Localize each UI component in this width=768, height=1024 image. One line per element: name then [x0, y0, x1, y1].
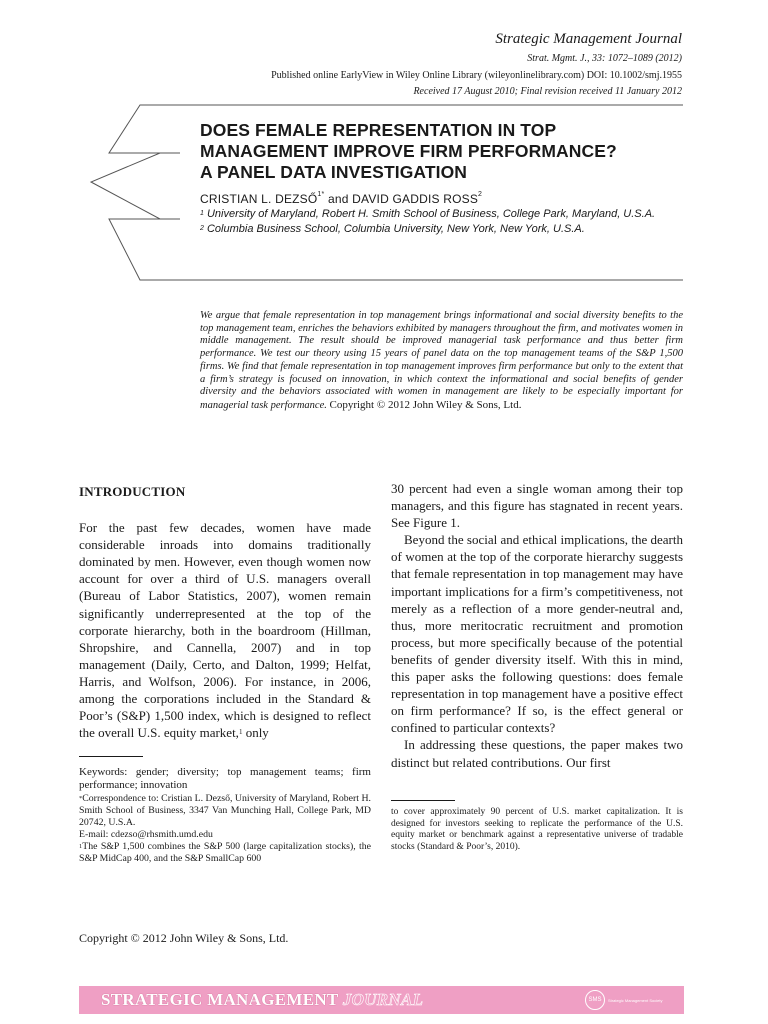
- author-list: [200, 192, 670, 206]
- correspondence: *Correspondence to: Cristian L. Dezső, University of Maryland, Robert H. Smith School of Business, 3347 Van Munching Hall, College Park, MD 20742, U.S.A.: [79, 793, 371, 828]
- body-paragraph: In addressing these questions, the paper makes two distinct but related contributions. Our first: [391, 737, 683, 770]
- right-column: [391, 480, 683, 771]
- publication-info: Published online EarlyView in Wiley Online Library (wileyonlinelibrary.com) DOI: 10.1002/smj.1955: [271, 70, 682, 81]
- body-paragraph: Beyond the social and ethical implications, the dearth of women at the top of the corporate hierarchy suggests that female representation in top management may have important implications for a firm’s competitiveness, not merely as a reflection of a more gender-neutral and, thus, more meritocratic recruitment and promotion process, but more specifically because of the potential benefits of gender diversity itself. With this in mind, this paper asks the following questions: does female representation in top management have a positive effect on firm performance? If so, is the effect general or confined to particular contexts?: [391, 532, 683, 736]
- abstract: [200, 310, 683, 413]
- affiliation-mark: 2: [200, 225, 204, 232]
- page-copyright: Copyright © 2012 John Wiley & Sons, Ltd.: [79, 931, 289, 945]
- affiliation: [200, 223, 670, 236]
- footnotes-left: [79, 766, 371, 865]
- title-line: DOES FEMALE REPRESENTATION IN TOP: [200, 120, 557, 140]
- journal-banner: [79, 986, 684, 1014]
- author-mark: 2: [478, 191, 483, 198]
- footnote-continued: to cover approximately 90 percent of U.S. market capitalization. It is designed for investors seeking to replicate the performance of the U.S. equity market or benchmark against a representative universe of tradable stocks (Standard & Poor’s, 2010).: [391, 807, 683, 852]
- author-connector: and: [324, 192, 353, 206]
- affiliation: [200, 208, 670, 221]
- body-paragraph: 30 percent had even a single woman among their top managers, and this figure has stagnated in recent years. See Figure 1.: [391, 481, 683, 531]
- banner-title: [101, 990, 423, 1010]
- author-name: CRISTIAN L. DEZSŐ: [200, 192, 318, 206]
- author-name: DAVID GADDIS ROSS: [352, 192, 479, 206]
- title-line: A PANEL DATA INVESTIGATION: [200, 162, 468, 182]
- abstract-copyright: Copyright © 2012 John Wiley & Sons, Ltd.: [329, 398, 522, 411]
- received-dates: Received 17 August 2010; Final revision received 11 January 2012: [413, 86, 682, 97]
- left-column: [79, 480, 371, 741]
- paper-title: [200, 120, 670, 183]
- banner-word: JOURNAL: [342, 990, 424, 1009]
- society-logo: [585, 991, 670, 1009]
- sms-seal-icon: SMS: [585, 990, 605, 1010]
- society-name: Strategic Management Society: [608, 997, 663, 1003]
- footnote-rule: [79, 756, 143, 757]
- email: E-mail: cdezso@rhsmith.umd.edu: [79, 829, 213, 840]
- affiliation-mark: 1: [200, 210, 204, 217]
- affiliation-text: University of Maryland, Robert H. Smith School of Business, College Park, Maryland, U.S.A.: [206, 208, 656, 220]
- title-block: [200, 120, 670, 236]
- footnote-rule: [391, 800, 455, 801]
- abstract-text: We argue that female representation in top management brings informational and social diversity benefits to the top management team, enriches the behaviors exhibited by managers throughout the firm, and motivates women in middle management. The result should be improved managerial task performance and thus better firm performance. We test our theory using 15 years of panel data on the top management teams of the S&P 1,500 firms. We find that female representation in top management improves firm performance but only to the extent that a firm’s strategy is focused on innovation, in which context the informational and social benefits of gender diversity and the behaviors associated with women in management are likely to be especially important for managerial task performance.: [200, 310, 683, 411]
- title-line: MANAGEMENT IMPROVE FIRM PERFORMANCE?: [200, 141, 617, 161]
- author-mark: 1*: [317, 191, 325, 198]
- banner-word: STRATEGIC MANAGEMENT: [101, 990, 339, 1009]
- citation: Strat. Mgmt. J., 33: 1072–1089 (2012): [527, 53, 682, 64]
- keywords: Keywords: gender; diversity; top management teams; firm performance; innovation: [79, 766, 371, 791]
- affiliation-text: Columbia Business School, Columbia University, New York, New York, U.S.A.: [206, 223, 585, 235]
- body-paragraph: For the past few decades, women have made considerable inroads into domains traditionally dominated by men. However, even though women now account for over a third of U.S. managers overall (Bureau of Labor Statistics, 2007), women remain significantly underrepresented at the top of the corporate hierarchy, both in the boardroom (Hillman, Shropshire, and Cannella, 2007) and in top management (Daily, Certo, and Dalton, 1999; Helfat, Harris, and Wolfson, 2006). For instance, in 2006, among the corporations included in the Standard & Poor’s (S&P) 1,500 index, which is designed to reflect the overall U.S. equity market,$^1$ only: [79, 520, 371, 741]
- footnotes-right: [391, 807, 683, 853]
- section-heading: INTRODUCTION: [79, 484, 186, 499]
- footnote-ref: 1: [238, 728, 243, 737]
- footnote: $^1$The S&P 1,500 combines the S&P 500 (large capitalization stocks), the S&P MidCap 400, and the S&P SmallCap 600: [79, 841, 371, 864]
- journal-name: Strategic Management Journal: [495, 31, 682, 47]
